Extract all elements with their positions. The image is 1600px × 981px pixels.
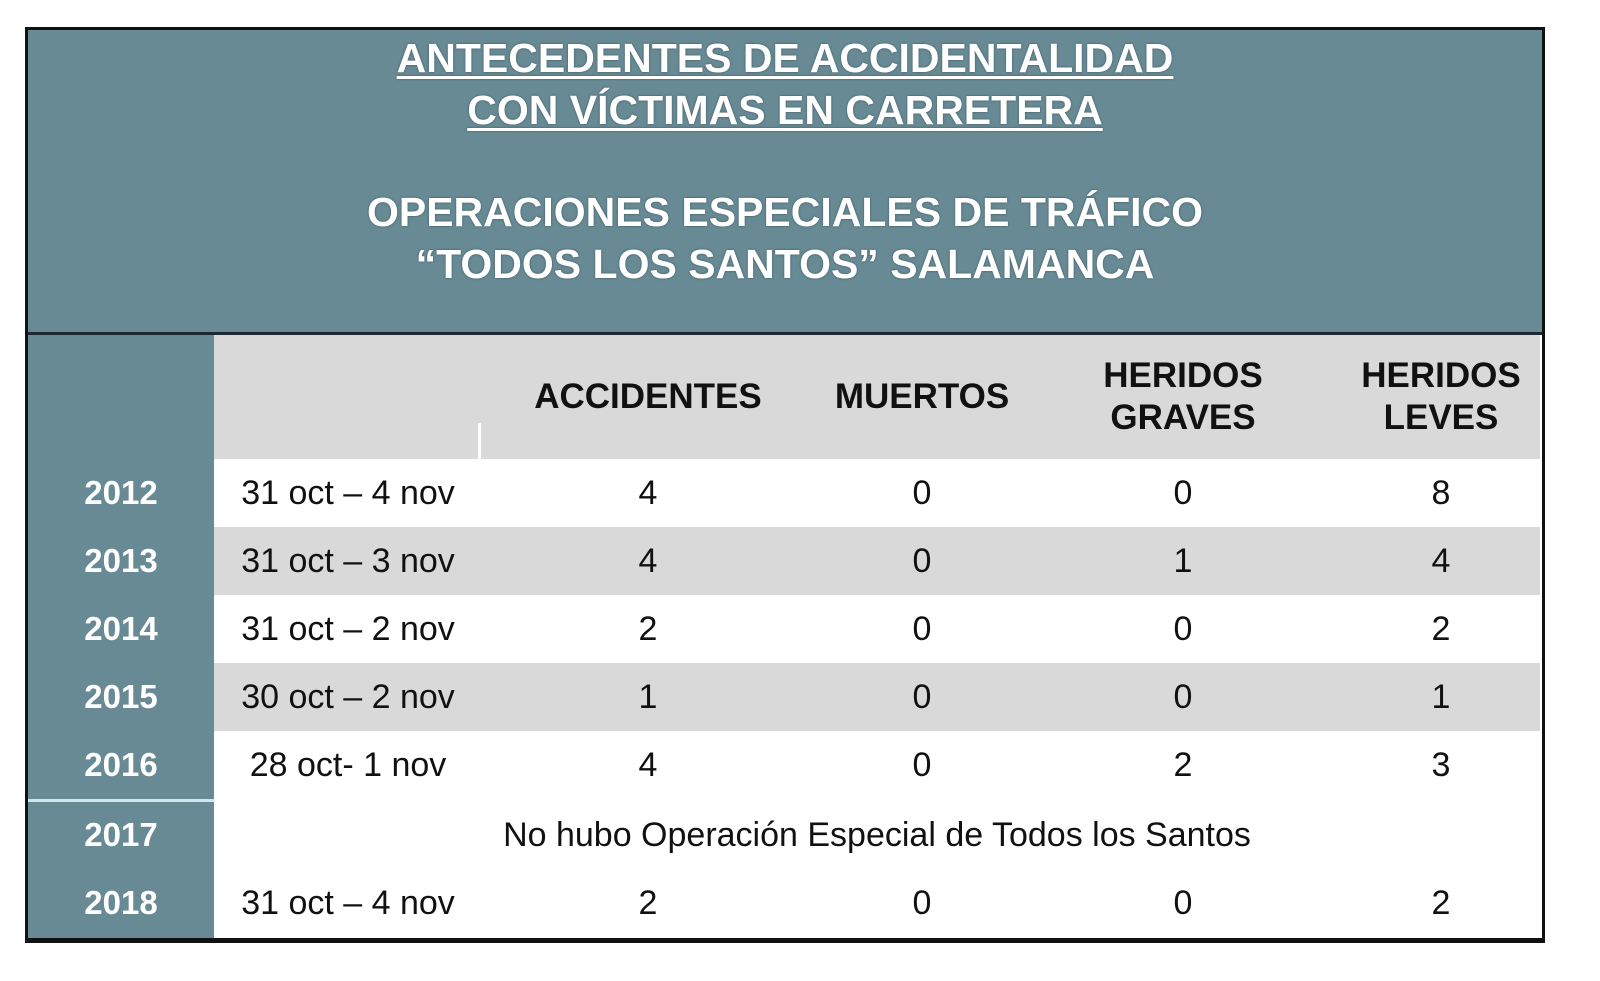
cell-accidentes: 4 bbox=[638, 746, 658, 784]
cell-leves: 1 bbox=[1431, 678, 1451, 716]
no-operation-note: No hubo Operación Especial de Todos los Santos bbox=[503, 816, 1251, 854]
title-line-1: ANTECEDENTES DE ACCIDENTALIDAD bbox=[396, 35, 1174, 81]
table-row bbox=[214, 869, 1540, 937]
cell-graves: 0 bbox=[1173, 678, 1193, 716]
table-title-block bbox=[28, 30, 1542, 335]
title-line-2: CON VÍCTIMAS EN CARRETERA bbox=[467, 87, 1103, 133]
cell-leves: 4 bbox=[1431, 542, 1451, 580]
cell-accidentes: 1 bbox=[638, 678, 658, 716]
cell-graves: 2 bbox=[1173, 746, 1193, 784]
cell-graves: 0 bbox=[1173, 610, 1193, 648]
cell-accidentes: 4 bbox=[638, 542, 658, 580]
header-accidentes: ACCIDENTES bbox=[534, 377, 762, 416]
table-row bbox=[214, 595, 1540, 663]
header-muertos: MUERTOS bbox=[834, 377, 1010, 416]
cell-accidentes: 4 bbox=[638, 474, 658, 512]
header-heridos-graves: HERIDOS GRAVES bbox=[1103, 356, 1263, 437]
subtitle-line-2: “TODOS LOS SANTOS” SALAMANCA bbox=[415, 241, 1155, 287]
cell-muertos: 0 bbox=[912, 542, 932, 580]
year-label: 2017 bbox=[84, 816, 158, 853]
header-heridos-leves: HERIDOS LEVES bbox=[1361, 356, 1521, 437]
year-label: 2015 bbox=[84, 678, 158, 715]
cell-dates: 31 oct – 2 nov bbox=[241, 610, 455, 648]
header-divider bbox=[478, 423, 481, 459]
year-label: 2013 bbox=[84, 542, 158, 579]
cell-muertos: 0 bbox=[912, 610, 932, 648]
subtitle-line-1: OPERACIONES ESPECIALES DE TRÁFICO bbox=[366, 189, 1204, 235]
cell-muertos: 0 bbox=[912, 678, 932, 716]
table-row bbox=[214, 459, 1540, 527]
cell-dates: 31 oct – 4 nov bbox=[241, 884, 455, 922]
accident-table bbox=[25, 27, 1545, 943]
cell-muertos: 0 bbox=[912, 746, 932, 784]
cell-graves: 1 bbox=[1173, 542, 1193, 580]
table-row bbox=[214, 731, 1540, 799]
cell-accidentes: 2 bbox=[638, 610, 658, 648]
cell-muertos: 0 bbox=[912, 474, 932, 512]
year-label: 2012 bbox=[84, 474, 158, 511]
cell-leves: 2 bbox=[1431, 610, 1451, 648]
cell-dates: 31 oct – 4 nov bbox=[241, 474, 455, 512]
year-label: 2018 bbox=[84, 884, 158, 921]
cell-graves: 0 bbox=[1173, 884, 1193, 922]
column-header-row bbox=[214, 335, 1540, 459]
table-row bbox=[214, 527, 1540, 595]
cell-muertos: 0 bbox=[912, 884, 932, 922]
cell-dates: 30 oct – 2 nov bbox=[241, 678, 455, 716]
table-row bbox=[214, 663, 1540, 731]
cell-dates: 28 oct- 1 nov bbox=[249, 746, 447, 784]
cell-leves: 2 bbox=[1431, 884, 1451, 922]
cell-leves: 3 bbox=[1431, 746, 1451, 784]
cell-graves: 0 bbox=[1173, 474, 1193, 512]
cell-accidentes: 2 bbox=[638, 884, 658, 922]
cell-leves: 8 bbox=[1431, 474, 1451, 512]
cell-dates: 31 oct – 3 nov bbox=[241, 542, 455, 580]
year-label: 2014 bbox=[84, 610, 158, 647]
year-label: 2016 bbox=[84, 746, 158, 783]
